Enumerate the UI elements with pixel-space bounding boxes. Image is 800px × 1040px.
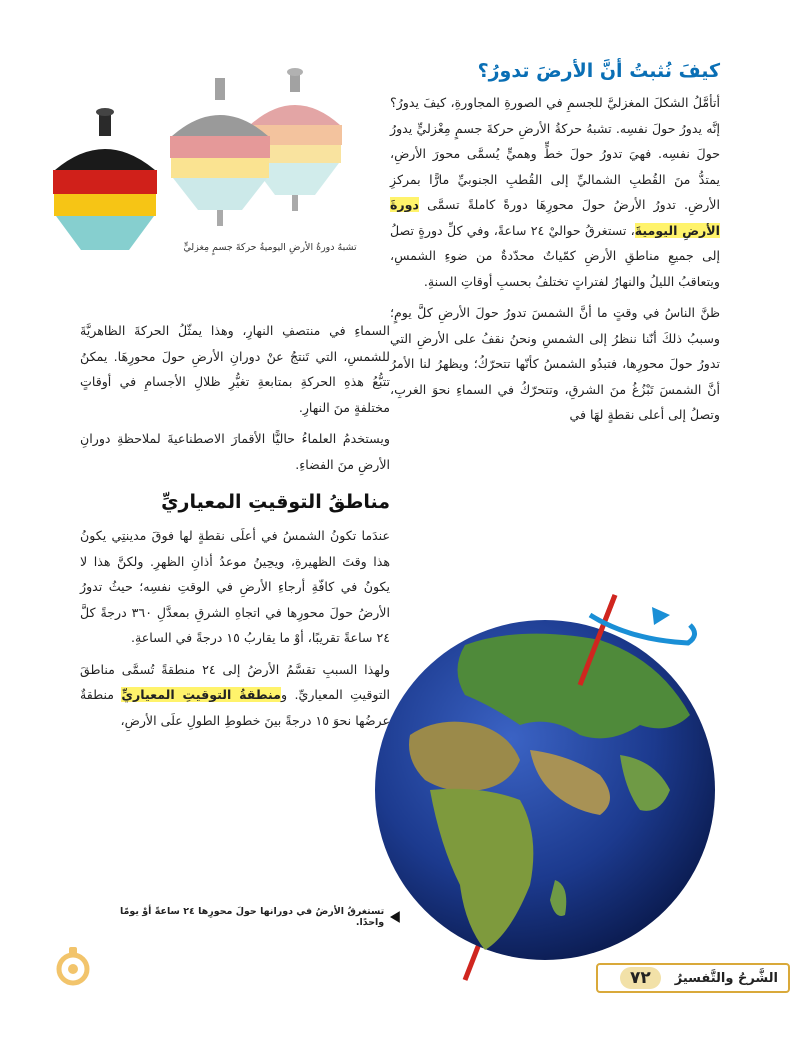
paragraph-5: عندَما تكونُ الشمسُ في أعلَى نقطةٍ لها فوقَ مدينتِي يكونُ هذا وقتَ الظهيرةِ، ويحِينُ موعدُ أذانِ الظهرِ. ولكنَّ هذا لا يكونُ في كافّةِ أرجاءِ الأرضِ في الوقتِ نفسِه؛ حيثُ تدورُ الأرضُ حولَ محورِها في اتجاهِ الشرقِ بمعدَّلِ ٣٦٠ درجةً كلَّ ٢٤ ساعةً تقريبًا، أوْ ما يقاربُ ١٥ درجةً في الساعةِ. [80, 528, 390, 645]
paragraph-3: السماءِ في منتصفِ النهارِ، وهذا يمثّلُ الحركةَ الظاهريَّةَ للشمسِ، التي تَنتجُ عنْ دورانِ الأرضِ حولَ محورِهَا. يمكنُ تتبُّعُ هذهِ الحركةِ بمتابعةِ تغيُّرِ ظلالِ الأجسامِ في أوقاتٍ مختلفةٍ منَ النهارِ. [80, 323, 390, 415]
paragraph-6-start: ولهذا السببِ تقسَّمُ الأرضُ إلى ٢٤ منطقةً تُسمَّى مناطقَ التوقيتِ المعياريِّ. و [80, 661, 390, 702]
left-column [80, 318, 390, 739]
paragraph-6-end: منطقةٌ عرضُها نحوَ ١٥ درجةً بينَ خطوطِ الطولِ علَى الأرضِ، [80, 687, 390, 728]
paragraph-6 [80, 657, 390, 734]
globe-caption-row [95, 906, 400, 928]
paragraph-1 [390, 90, 720, 294]
paragraph-1-start: أتأمَّلُ الشكلَ المغزليَّ للجسمِ في الصورةِ المجاورةِ، كيفَ يدورُ؟ إنَّه يدورُ حولَ نفسِه. تشبهُ حركةُ الأرضِ حركةَ جسمٍ مِغْزليٍّ يدورُ حولَ نفسِه. فهيَ تدورُ حولَ خطٍّ وهميٍّ يُسمَّى محورَ الأرضِ، يمتدُّ منَ القُطبِ الشماليِّ إلى القُطبِ الجنوبيِّ مارًّا بمركزِ الأرضِ. تدورُ الأرضُ حولَ محورِهَا دورةً كاملةً تسمَّى [390, 95, 720, 212]
paragraph-1-end: ، تستغرقُ حواليْ ٢٤ ساعةً، وفي كلِّ دورةٍ تصلُ إلى جميعِ مناطقِ الأرضِ كمّياتٌ محدّدةٌ من ضوءِ الشمسِ، ويتعاقبُ الليلُ والنهارُ لفتراتٍ تختلفُ بحسبِ أوقاتِ السنةِ. [390, 222, 720, 289]
page-logo-icon [55, 945, 91, 989]
highlight-daily-rotation: دورةَ الأرضِ اليوميةَ [390, 197, 720, 238]
globe-caption: تستغرقُ الأرضُ في دورانها حولَ محورِها ٢٤ ساعةً أوْ يومًا واحدًا. [119, 906, 385, 928]
paragraph-2: ظنَّ الناسُ في وقتٍ ما أنَّ الشمسَ تدورُ حولَ الأرضِ كلَّ يومٍ؛ وسببُ ذلكَ أنّنا ننظرُ إلى الشمسِ ونحنُ نقفُ على الأرضِ التي تدورُ حولَ محورِها، فتبدُو الشمسُ كأنّها تتحرّكُ؛ ويظهرُ لنا الأمرُ أنَّ الشمسَ تَبْزُغُ منَ الشرقِ، وتتحرّكُ في السماءِ نحوَ الغربِ، وتصلُ إلى أعلى نقطةٍ لهَا في [390, 305, 720, 422]
globe-image [370, 585, 720, 985]
spinning-top-caption: تشبهُ دورةُ الأرضِ اليوميةُ حركةَ جسمٍ مِغزليٍّ [183, 242, 357, 253]
page-footer-badge [596, 963, 790, 993]
page-number: ٧٢ [620, 967, 661, 989]
section1 [390, 60, 720, 434]
highlight-standard-time-zone: منطقةُ التوقيتِ المعياريِّ [121, 687, 281, 702]
spinning-top-figure [25, 60, 370, 275]
section-label: الشَّرحُ والتَّفسيرُ [674, 970, 778, 986]
section2-title: مناطقُ التوقيتِ المعياريِّ [161, 491, 390, 513]
section1-title: كيفَ نُثبتُ أنَّ الأرضَ تدورُ؟ [477, 60, 720, 82]
page-logo [55, 945, 91, 989]
paragraph-4: ويستخدمُ العلماءُ حاليًّا الأقمارَ الاصطناعيةَ لملاحظةِ دورانِ الأرضِ منَ الفضاءِ. [80, 431, 390, 472]
globe-figure [370, 585, 720, 985]
triangle-pointer-icon [390, 911, 400, 923]
spinning-top-image [25, 60, 370, 250]
